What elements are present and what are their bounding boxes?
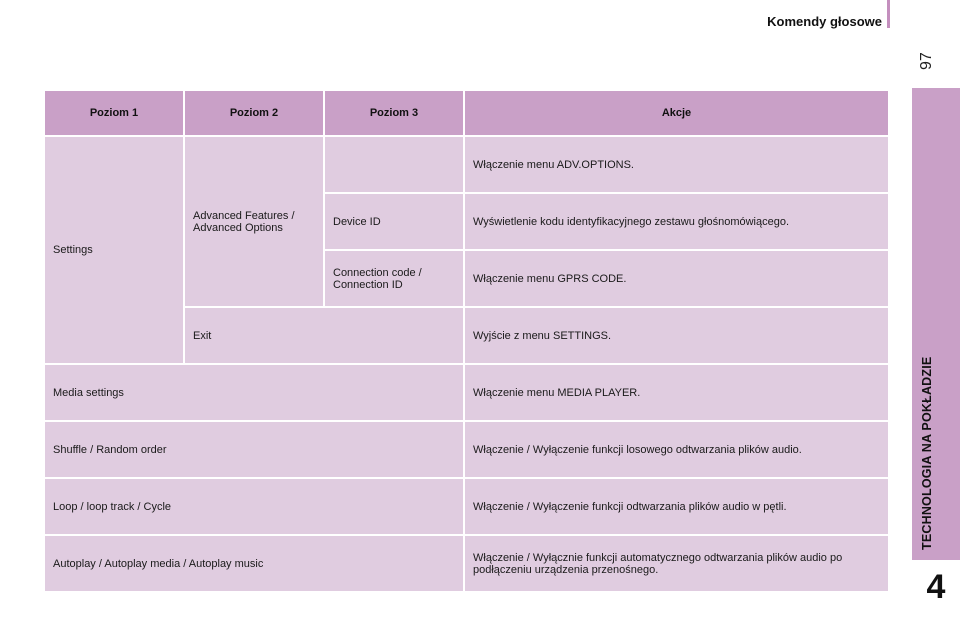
table-row xyxy=(45,536,888,591)
shuffle-cell: Shuffle / Random order xyxy=(45,422,463,477)
exit-cell: Exit xyxy=(185,308,463,363)
table-row xyxy=(45,479,888,534)
column-header-actions: Akcje xyxy=(465,91,888,135)
adv-options-action-cell: Włączenie menu ADV.OPTIONS. xyxy=(465,137,888,192)
settings-cell: Settings xyxy=(45,137,183,363)
loop-cell: Loop / loop track / Cycle xyxy=(45,479,463,534)
table-row xyxy=(45,422,888,477)
device-id-cell: Device ID xyxy=(325,194,463,249)
autoplay-cell: Autoplay / Autoplay media / Autoplay music xyxy=(45,536,463,591)
chapter-side-label: TECHNOLOGIA NA POKŁADZIE xyxy=(920,356,934,550)
table-row xyxy=(45,365,888,420)
media-settings-action-cell: Włączenie menu MEDIA PLAYER. xyxy=(465,365,888,420)
page-header-title: Komendy głosowe xyxy=(767,14,882,29)
autoplay-action-cell: Włączenie / Wyłącznie funkcji automatycznego odtwarzania plików audio po podłączeniu urządzenia przenośnego. xyxy=(465,536,888,591)
empty-level-3-cell xyxy=(325,137,463,192)
chapter-number: 4 xyxy=(926,568,946,606)
media-settings-cell: Media settings xyxy=(45,365,463,420)
column-header-level-1: Poziom 1 xyxy=(45,91,183,135)
table-row xyxy=(45,137,888,192)
device-id-action-cell: Wyświetlenie kodu identyfikacyjnego zestawu głośnomówiącego. xyxy=(465,194,888,249)
voice-commands-table xyxy=(45,91,892,591)
column-header-level-2: Poziom 2 xyxy=(185,91,323,135)
advanced-options-cell: Advanced Features / Advanced Options xyxy=(185,137,323,306)
connection-code-cell: Connection code / Connection ID xyxy=(325,251,463,306)
exit-action-cell: Wyjście z menu SETTINGS. xyxy=(465,308,888,363)
shuffle-action-cell: Włączenie / Wyłączenie funkcji losowego odtwarzania plików audio. xyxy=(465,422,888,477)
connection-code-action-cell: Włączenie menu GPRS CODE. xyxy=(465,251,888,306)
page-number: 97 xyxy=(918,52,935,70)
loop-action-cell: Włączenie / Wyłączenie funkcji odtwarzania plików audio w pętli. xyxy=(465,479,888,534)
column-header-level-3: Poziom 3 xyxy=(325,91,463,135)
header-accent-bar xyxy=(887,0,890,28)
